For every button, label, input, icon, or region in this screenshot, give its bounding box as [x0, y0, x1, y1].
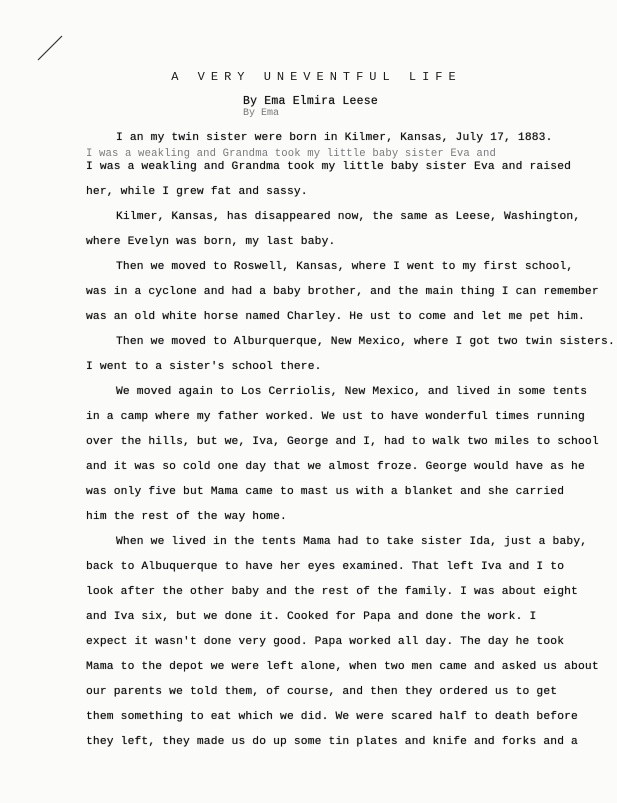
text-line: I was a weakling and Grandma took my little baby sister Eva and raised [86, 161, 572, 173]
text-line: them something to eat which we did. We were scared half to death before [86, 711, 578, 723]
text-line: over the hills, but we, Iva, George and I, had to walk two miles to school [86, 436, 599, 448]
text-line: I an my twin sister were born in Kilmer, Kansas, July 17, 1883. [116, 132, 553, 144]
text-line: and it was so cold one day that we almost froze. George would have as he [86, 461, 585, 473]
text-line: was in a cyclone and had a baby brother, and the main thing I can remember [86, 286, 599, 298]
text-line: I was a weakling and Grandma took my little baby sister Eva and [86, 148, 496, 160]
text-line: was an old white horse named Charley. He ust to come and let me pet him. [86, 311, 585, 323]
text-line: back to Albuquerque to have her eyes examined. That left Iva and I to [86, 561, 565, 573]
text-line: We moved again to Los Cerriolis, New Mexico, and lived in some tents [116, 386, 588, 398]
text-line: I went to a sister's school there. [86, 361, 322, 373]
text-line: When we lived in the tents Mama had to take sister Ida, just a baby, [116, 536, 588, 548]
text-line: expect it wasn't done very good. Papa worked all day. The day he took [86, 636, 565, 648]
text-line: Then we moved to Alburquerque, New Mexico, where I got two twin sisters. [116, 336, 615, 348]
text-line: was only five but Mama came to mast us with a blanket and she carried [86, 486, 565, 498]
text-line: him the rest of the way home. [86, 511, 287, 523]
text-line: look after the other baby and the rest of the family. I was about eight [86, 586, 578, 598]
byline: By Ema Elmira Leese [243, 95, 378, 108]
text-line: Mama to the depot we were left alone, when two men came and asked us about [86, 661, 599, 673]
text-line: where Evelyn was born, my last baby. [86, 236, 336, 248]
text-line: Then we moved to Roswell, Kansas, where I went to my first school, [116, 261, 574, 273]
text-line: her, while I grew fat and sassy. [86, 186, 308, 198]
byline-overstrike: By Ema [243, 108, 280, 119]
pen-mark [0, 0, 80, 80]
text-line: in a camp where my father worked. We ust to have wonderful times running [86, 411, 585, 423]
text-line: and Iva six, but we done it. Cooked for Papa and done the work. I [86, 611, 537, 623]
document-title: A VERY UNEVENTFUL LIFE [171, 70, 462, 84]
text-line: they left, they made us do up some tin plates and knife and forks and a [86, 736, 578, 748]
text-line: our parents we told them, of course, and then they ordered us to get [86, 686, 558, 698]
text-line: Kilmer, Kansas, has disappeared now, the same as Leese, Washington, [116, 211, 581, 223]
